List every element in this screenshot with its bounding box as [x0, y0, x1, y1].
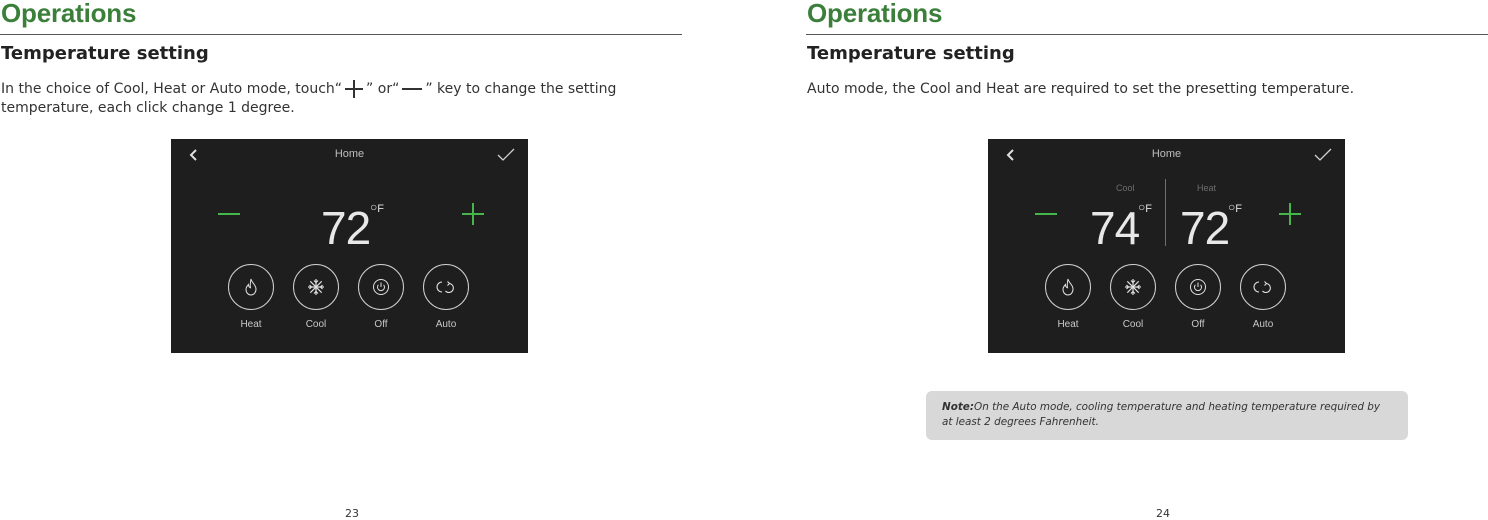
confirm-check-icon[interactable] [496, 146, 516, 164]
cool-temperature-unit: ○F [1138, 200, 1152, 215]
mode-cool-button[interactable] [293, 264, 339, 330]
cool-label: Cool [1116, 183, 1135, 193]
mode-off-button[interactable] [358, 264, 404, 330]
screen-title: Home [334, 148, 365, 160]
mode-off-button[interactable] [1175, 264, 1221, 330]
snowflake-icon [1124, 278, 1142, 296]
mode-label: Heat [1057, 319, 1079, 330]
flame-icon [1060, 278, 1076, 296]
subtitle: Temperature setting [1, 43, 209, 64]
mode-label: Cool [305, 319, 327, 330]
confirm-check-icon[interactable] [1313, 146, 1333, 164]
body-text-part3: ” key to change the setting temperature, each click change 1 degree. [1, 81, 617, 116]
temperature-divider [1165, 179, 1166, 246]
auto-icon [1253, 279, 1273, 295]
mode-label: Heat [240, 319, 262, 330]
set-temperature: 72 [321, 202, 371, 254]
auto-icon [436, 279, 456, 295]
mode-label: Off [374, 319, 388, 330]
title-rule [806, 34, 1488, 35]
title-rule [0, 34, 682, 35]
mode-label: Cool [1122, 319, 1144, 330]
decrease-temp-button[interactable] [218, 213, 242, 215]
decrease-temp-button[interactable] [1035, 213, 1059, 215]
heat-label: Heat [1197, 183, 1217, 193]
page-23 [0, 0, 685, 520]
page-number: 23 [345, 507, 359, 520]
note-label: Note: [942, 401, 975, 413]
body-paragraph: Auto mode, the Cool and Heat are required to set the presetting temperature. [807, 81, 1355, 97]
mode-label: Off [1191, 319, 1205, 330]
plus-symbol-icon [345, 80, 363, 98]
screen-title: Home [1151, 148, 1182, 160]
heat-temperature-unit: ○F [1228, 200, 1242, 215]
minus-icon [1035, 213, 1057, 215]
minus-icon [218, 213, 240, 215]
subtitle: Temperature setting [807, 43, 1015, 64]
note-text: On the Auto mode, cooling temperature and heating temperature required by at least 2 degrees Fahrenheit. [942, 401, 1380, 428]
note-box [926, 391, 1408, 440]
increase-temp-button[interactable] [1279, 203, 1301, 225]
cool-temperature[interactable]: 74 [1090, 202, 1140, 254]
increase-temp-button[interactable] [462, 203, 484, 225]
section-title: Operations [807, 0, 943, 28]
body-text-part2: ” or“ [366, 81, 400, 97]
mode-heat-button[interactable] [228, 264, 274, 330]
mode-auto-button[interactable] [1240, 264, 1286, 330]
thermostat-screen-auto [988, 139, 1345, 353]
heat-temperature[interactable]: 72 [1180, 202, 1230, 254]
page-24 [806, 0, 1488, 520]
body-paragraph [1, 80, 681, 118]
mode-cool-button[interactable] [1110, 264, 1156, 330]
body-text-part1: In the choice of Cool, Heat or Auto mode, touch“ [1, 81, 343, 97]
mode-auto-button[interactable] [423, 264, 469, 330]
mode-label: Auto [435, 319, 457, 330]
power-icon [1189, 278, 1207, 296]
power-icon [372, 278, 390, 296]
temperature-unit: ○F [370, 200, 384, 215]
flame-icon [243, 278, 259, 296]
thermostat-screen [171, 139, 528, 353]
mode-label: Auto [1252, 319, 1274, 330]
mode-heat-button[interactable] [1045, 264, 1091, 330]
minus-symbol-icon [402, 80, 422, 98]
section-title: Operations [1, 0, 137, 28]
snowflake-icon [307, 278, 325, 296]
page-number: 24 [1156, 507, 1170, 520]
